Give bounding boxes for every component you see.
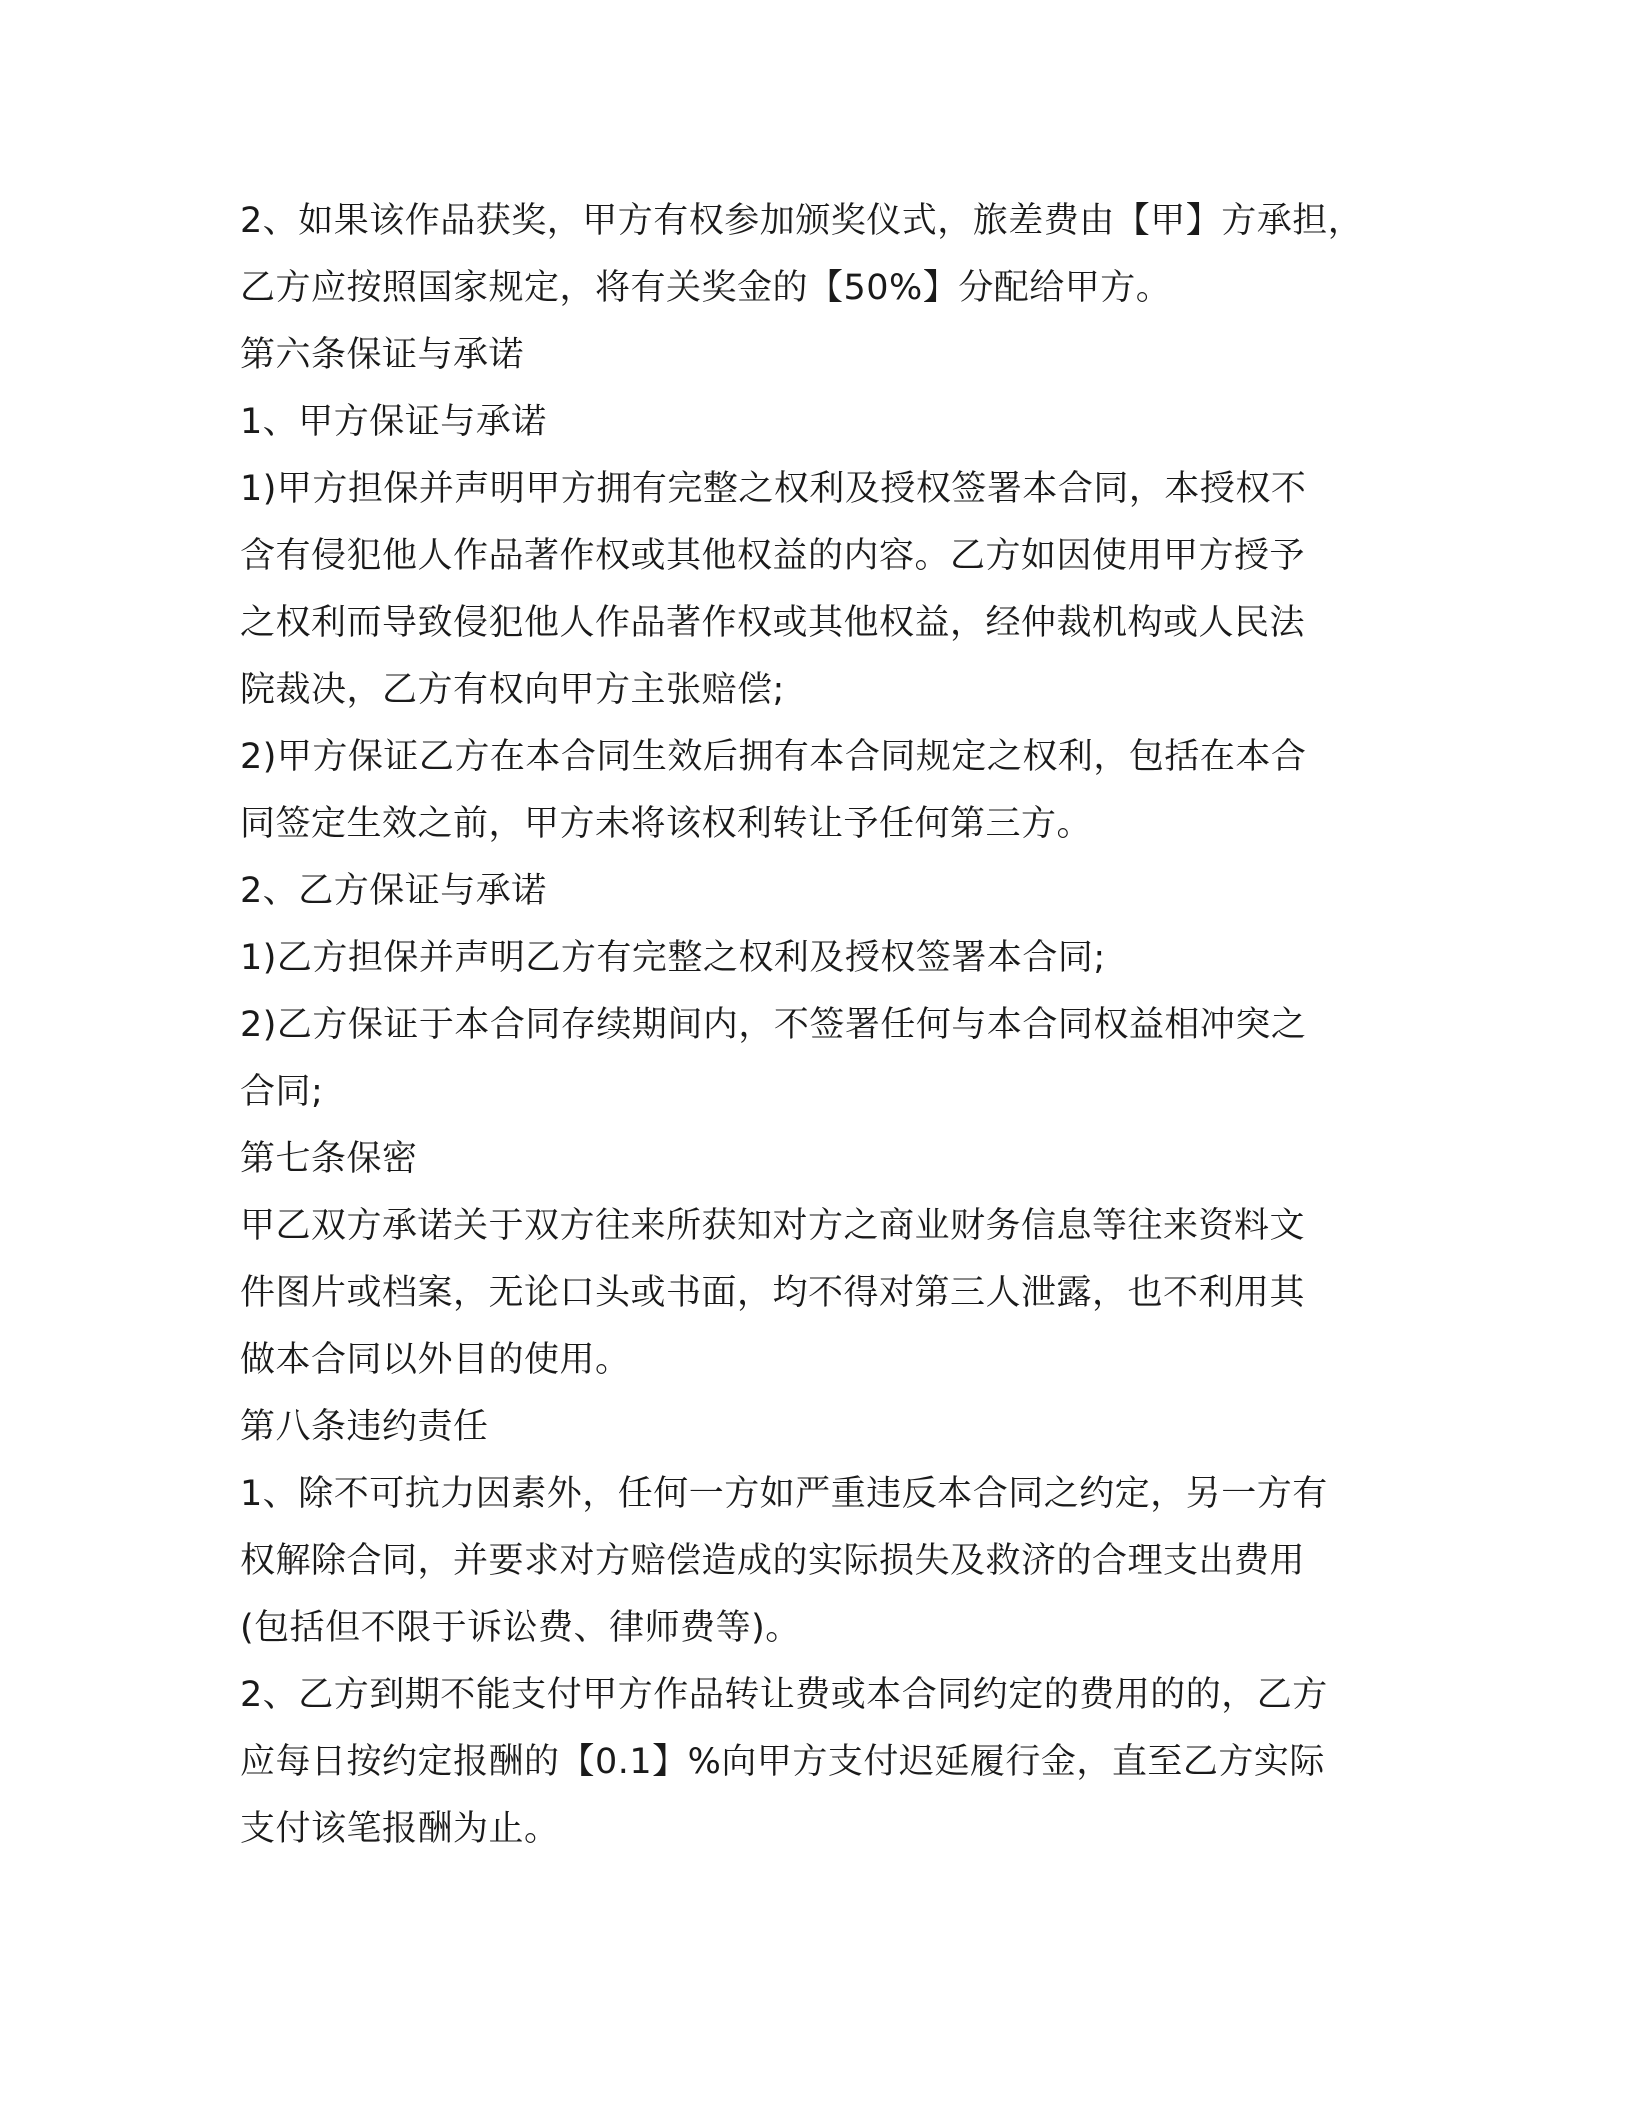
text-line: 甲乙双方承诺关于双方往来所获知对方之商业财务信息等往来资料文 xyxy=(240,1206,1306,1246)
text-line: 合同; xyxy=(240,1072,324,1112)
text-line: 乙方应按照国家规定，将有关奖金的【50%】分配给甲方。 xyxy=(240,268,1172,308)
text-line: 同签定生效之前，甲方未将该权利转让予任何第三方。 xyxy=(240,804,1093,844)
text-line: 含有侵犯他人作品著作权或其他权益的内容。乙方如因使用甲方授予 xyxy=(240,536,1306,576)
section-heading: 第八条违约责任 xyxy=(240,1407,489,1447)
text-line: 1)乙方担保并声明乙方有完整之权利及授权签署本合同; xyxy=(240,938,1106,978)
text-line: 权解除合同，并要求对方赔偿造成的实际损失及救济的合理支出费用 xyxy=(240,1541,1306,1581)
text-line: 2、乙方到期不能支付甲方作品转让费或本合同约定的费用的的，乙方 xyxy=(240,1675,1328,1715)
text-line: 做本合同以外目的使用。 xyxy=(240,1340,631,1380)
text-line: 件图片或档案，无论口头或书面，均不得对第三人泄露，也不利用其 xyxy=(240,1273,1306,1313)
text-line: 2)甲方保证乙方在本合同生效后拥有本合同规定之权利，包括在本合 xyxy=(240,737,1307,777)
text-line: 2)乙方保证于本合同存续期间内，不签署任何与本合同权益相冲突之 xyxy=(240,1005,1307,1045)
text-line: 院裁决，乙方有权向甲方主张赔偿; xyxy=(240,670,785,710)
section-heading: 第七条保密 xyxy=(240,1139,418,1179)
text-line: 1、除不可抗力因素外，任何一方如严重违反本合同之约定，另一方有 xyxy=(240,1474,1328,1514)
text-line: 之权利而导致侵犯他人作品著作权或其他权益，经仲裁机构或人民法 xyxy=(240,603,1306,643)
subsection-heading: 1、甲方保证与承诺 xyxy=(240,402,547,442)
subsection-heading: 2、乙方保证与承诺 xyxy=(240,871,547,911)
text-line: 应每日按约定报酬的【0.1】%向甲方支付迟延履行金，直至乙方实际 xyxy=(240,1742,1325,1782)
section-heading: 第六条保证与承诺 xyxy=(240,335,525,375)
text-line: (包括但不限于诉讼费、律师费等)。 xyxy=(240,1608,801,1648)
document-body xyxy=(240,188,1410,1863)
text-line: 2、如果该作品获奖，甲方有权参加颁奖仪式，旅差费由【甲】方承担， xyxy=(240,201,1364,241)
text-line: 1)甲方担保并声明甲方拥有完整之权利及授权签署本合同，本授权不 xyxy=(240,469,1307,509)
text-line: 支付该笔报酬为止。 xyxy=(240,1809,560,1849)
